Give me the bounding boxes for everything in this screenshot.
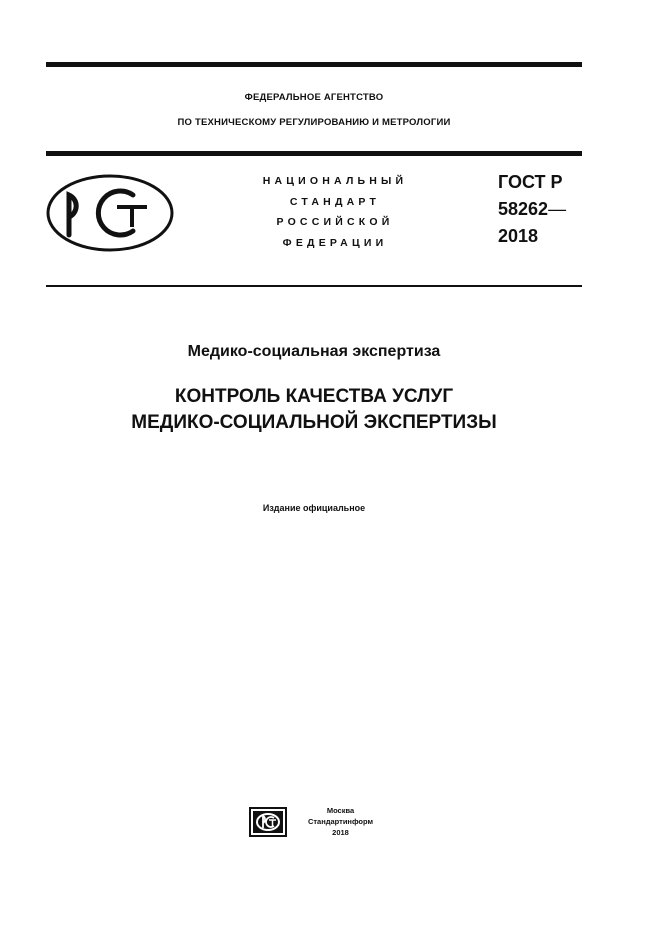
document-title — [46, 384, 582, 436]
bottom-rule — [46, 285, 582, 287]
national-line-2: СТАНДАРТ — [289, 195, 381, 208]
gost-year: 2018 — [498, 226, 539, 246]
rst-certification-logo-icon — [45, 173, 175, 253]
document-subject: Медико-социальная экспертиза — [187, 343, 441, 360]
national-line-4: ФЕДЕРАЦИИ — [282, 236, 388, 249]
document-title-line-2: МЕДИКО-СОЦИАЛЬНОЙ ЭКСПЕРТИЗЫ — [131, 412, 497, 433]
national-line-3: РОССИЙСКОЙ — [276, 216, 394, 228]
agency-line-1: ФЕДЕРАЛЬНОЕ АГЕНТСТВО — [244, 92, 384, 103]
standartinform-logo-icon — [249, 807, 287, 837]
national-standard-block — [232, 171, 438, 253]
publisher-city: Москва — [326, 806, 355, 815]
gost-number-row — [498, 196, 566, 223]
edition-note: Издание официальное — [262, 503, 366, 513]
publisher-year: 2018 — [332, 828, 349, 837]
publisher-name: Стандартинформ — [307, 817, 374, 826]
gost-designation-block — [498, 169, 566, 250]
gost-designation: ГОСТ Р — [498, 172, 563, 192]
publisher-block — [293, 805, 388, 838]
document-title-line-1: КОНТРОЛЬ КАЧЕСТВА УСЛУГ — [174, 386, 454, 407]
gost-number: 58262 — [498, 199, 549, 219]
top-rule — [46, 62, 582, 67]
national-line-1: НАЦИОНАЛЬНЫЙ — [262, 175, 408, 187]
agency-line-2: ПО ТЕХНИЧЕСКОМУ РЕГУЛИРОВАНИЮ И МЕТРОЛОГИИ — [177, 117, 451, 128]
gost-dash: — — [548, 199, 567, 219]
middle-rule — [46, 151, 582, 156]
